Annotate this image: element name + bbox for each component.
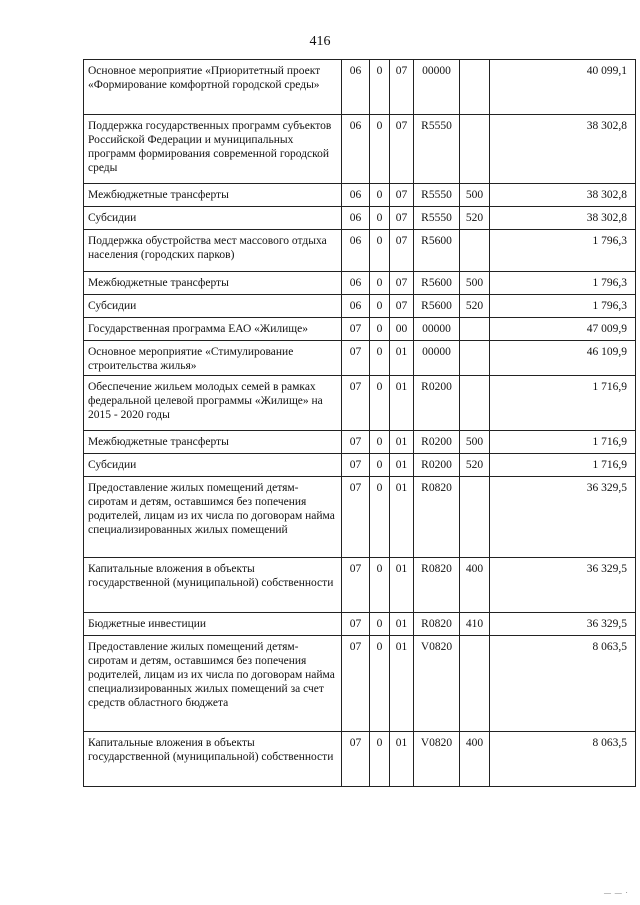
row-amount: 40 099,1 <box>490 60 636 115</box>
row-amount: 8 063,5 <box>490 732 636 787</box>
code-expense-type <box>460 376 490 431</box>
table-row <box>84 318 636 341</box>
table-row <box>84 454 636 477</box>
code-direction: R5600 <box>414 230 460 272</box>
code-measure: 01 <box>390 431 414 454</box>
table-row <box>84 636 636 732</box>
code-subprogram: 0 <box>370 376 390 431</box>
code-subprogram: 0 <box>370 636 390 732</box>
row-amount: 38 302,8 <box>490 115 636 184</box>
table-row <box>84 230 636 272</box>
table-row <box>84 732 636 787</box>
code-program: 07 <box>342 732 370 787</box>
code-direction: R5550 <box>414 207 460 230</box>
row-name: Межбюджетные трансферты <box>84 272 342 295</box>
row-name: Обеспечение жильем молодых семей в рамках федеральной целевой программы «Жилище» на 2015 - 2020 годы <box>84 376 342 431</box>
row-name: Капитальные вложения в объекты государственной (муниципальной) собственности <box>84 558 342 613</box>
row-amount: 47 009,9 <box>490 318 636 341</box>
code-measure: 00 <box>390 318 414 341</box>
code-expense-type: 400 <box>460 558 490 613</box>
page-number: 416 <box>309 34 331 49</box>
code-measure: 01 <box>390 477 414 558</box>
code-program: 06 <box>342 207 370 230</box>
code-expense-type <box>460 636 490 732</box>
code-program: 07 <box>342 431 370 454</box>
code-expense-type: 520 <box>460 454 490 477</box>
code-program: 06 <box>342 184 370 207</box>
code-subprogram: 0 <box>370 115 390 184</box>
table-row <box>84 60 636 115</box>
code-expense-type: 400 <box>460 732 490 787</box>
code-expense-type <box>460 60 490 115</box>
code-measure: 07 <box>390 295 414 318</box>
row-amount: 1 796,3 <box>490 272 636 295</box>
code-measure: 07 <box>390 115 414 184</box>
code-subprogram: 0 <box>370 613 390 636</box>
code-expense-type <box>460 230 490 272</box>
code-direction: 00000 <box>414 60 460 115</box>
code-expense-type <box>460 341 490 376</box>
row-name: Государственная программа ЕАО «Жилище» <box>84 318 342 341</box>
code-subprogram: 0 <box>370 60 390 115</box>
row-amount: 38 302,8 <box>490 184 636 207</box>
code-subprogram: 0 <box>370 558 390 613</box>
row-amount: 36 329,5 <box>490 613 636 636</box>
code-program: 07 <box>342 558 370 613</box>
code-subprogram: 0 <box>370 477 390 558</box>
table-row <box>84 431 636 454</box>
row-amount: 1 796,3 <box>490 230 636 272</box>
code-program: 07 <box>342 454 370 477</box>
table-row <box>84 558 636 613</box>
row-amount: 38 302,8 <box>490 207 636 230</box>
code-expense-type <box>460 477 490 558</box>
code-measure: 01 <box>390 732 414 787</box>
code-subprogram: 0 <box>370 184 390 207</box>
table-body <box>84 60 636 787</box>
row-name: Предоставление жилых помещений детям-сиротам и детям, оставшимся без попечения родителей, лицам из их числа по договорам найма специализированных жилых помещений <box>84 477 342 558</box>
table-row <box>84 115 636 184</box>
code-measure: 07 <box>390 184 414 207</box>
code-direction: 00000 <box>414 341 460 376</box>
code-direction: R0820 <box>414 613 460 636</box>
scan-mark: — — · <box>604 889 629 897</box>
code-direction: 00000 <box>414 318 460 341</box>
code-subprogram: 0 <box>370 207 390 230</box>
code-measure: 01 <box>390 376 414 431</box>
row-name: Предоставление жилых помещений детям-сиротам и детям, оставшимся без попечения родителей, лицам из их числа по договорам найма специализированных жилых помещений за счет средств областного бюджета <box>84 636 342 732</box>
code-direction: R5550 <box>414 184 460 207</box>
code-expense-type: 500 <box>460 184 490 207</box>
code-direction: R0200 <box>414 376 460 431</box>
code-direction: R0200 <box>414 431 460 454</box>
code-measure: 01 <box>390 454 414 477</box>
table-row <box>84 376 636 431</box>
row-amount: 46 109,9 <box>490 341 636 376</box>
code-direction: R5600 <box>414 272 460 295</box>
code-program: 06 <box>342 115 370 184</box>
code-direction: R5600 <box>414 295 460 318</box>
code-measure: 07 <box>390 230 414 272</box>
row-name: Межбюджетные трансферты <box>84 431 342 454</box>
row-name: Основное мероприятие «Стимулирование строительства жилья» <box>84 341 342 376</box>
code-subprogram: 0 <box>370 295 390 318</box>
code-measure: 01 <box>390 636 414 732</box>
row-name: Субсидии <box>84 454 342 477</box>
code-program: 07 <box>342 318 370 341</box>
code-subprogram: 0 <box>370 341 390 376</box>
code-measure: 01 <box>390 341 414 376</box>
code-measure: 07 <box>390 207 414 230</box>
code-subprogram: 0 <box>370 732 390 787</box>
table-row <box>84 184 636 207</box>
table-row <box>84 272 636 295</box>
row-amount: 1 716,9 <box>490 376 636 431</box>
table-row <box>84 207 636 230</box>
code-direction: V0820 <box>414 732 460 787</box>
code-expense-type <box>460 115 490 184</box>
code-direction: R0820 <box>414 558 460 613</box>
row-name: Поддержка обустройства мест массового отдыха населения (городских парков) <box>84 230 342 272</box>
table-row <box>84 613 636 636</box>
code-direction: R0200 <box>414 454 460 477</box>
code-subprogram: 0 <box>370 431 390 454</box>
code-measure: 01 <box>390 613 414 636</box>
row-amount: 36 329,5 <box>490 477 636 558</box>
code-expense-type: 500 <box>460 272 490 295</box>
code-direction: R0820 <box>414 477 460 558</box>
row-name: Капитальные вложения в объекты государственной (муниципальной) собственности <box>84 732 342 787</box>
row-amount: 8 063,5 <box>490 636 636 732</box>
row-amount: 1 716,9 <box>490 431 636 454</box>
table-row <box>84 295 636 318</box>
code-program: 06 <box>342 295 370 318</box>
row-name: Поддержка государственных программ субъектов Российской Федерации и муниципальных программ формирования современной городской среды <box>84 115 342 184</box>
code-expense-type <box>460 318 490 341</box>
code-subprogram: 0 <box>370 230 390 272</box>
row-name: Межбюджетные трансферты <box>84 184 342 207</box>
code-measure: 07 <box>390 60 414 115</box>
code-direction: R5550 <box>414 115 460 184</box>
row-name: Основное мероприятие «Приоритетный проект «Формирование комфортной городской среды» <box>84 60 342 115</box>
code-measure: 01 <box>390 558 414 613</box>
code-expense-type: 520 <box>460 207 490 230</box>
code-subprogram: 0 <box>370 272 390 295</box>
row-name: Субсидии <box>84 295 342 318</box>
code-direction: V0820 <box>414 636 460 732</box>
row-name: Бюджетные инвестиции <box>84 613 342 636</box>
code-expense-type: 520 <box>460 295 490 318</box>
budget-table <box>83 59 636 787</box>
code-subprogram: 0 <box>370 318 390 341</box>
row-name: Субсидии <box>84 207 342 230</box>
code-program: 07 <box>342 613 370 636</box>
code-expense-type: 410 <box>460 613 490 636</box>
code-expense-type: 500 <box>460 431 490 454</box>
row-amount: 1 796,3 <box>490 295 636 318</box>
code-program: 07 <box>342 477 370 558</box>
code-program: 07 <box>342 636 370 732</box>
row-amount: 36 329,5 <box>490 558 636 613</box>
code-program: 07 <box>342 341 370 376</box>
code-program: 07 <box>342 376 370 431</box>
row-amount: 1 716,9 <box>490 454 636 477</box>
code-program: 06 <box>342 60 370 115</box>
table-row <box>84 477 636 558</box>
code-subprogram: 0 <box>370 454 390 477</box>
code-measure: 07 <box>390 272 414 295</box>
code-program: 06 <box>342 272 370 295</box>
table-row <box>84 341 636 376</box>
code-program: 06 <box>342 230 370 272</box>
